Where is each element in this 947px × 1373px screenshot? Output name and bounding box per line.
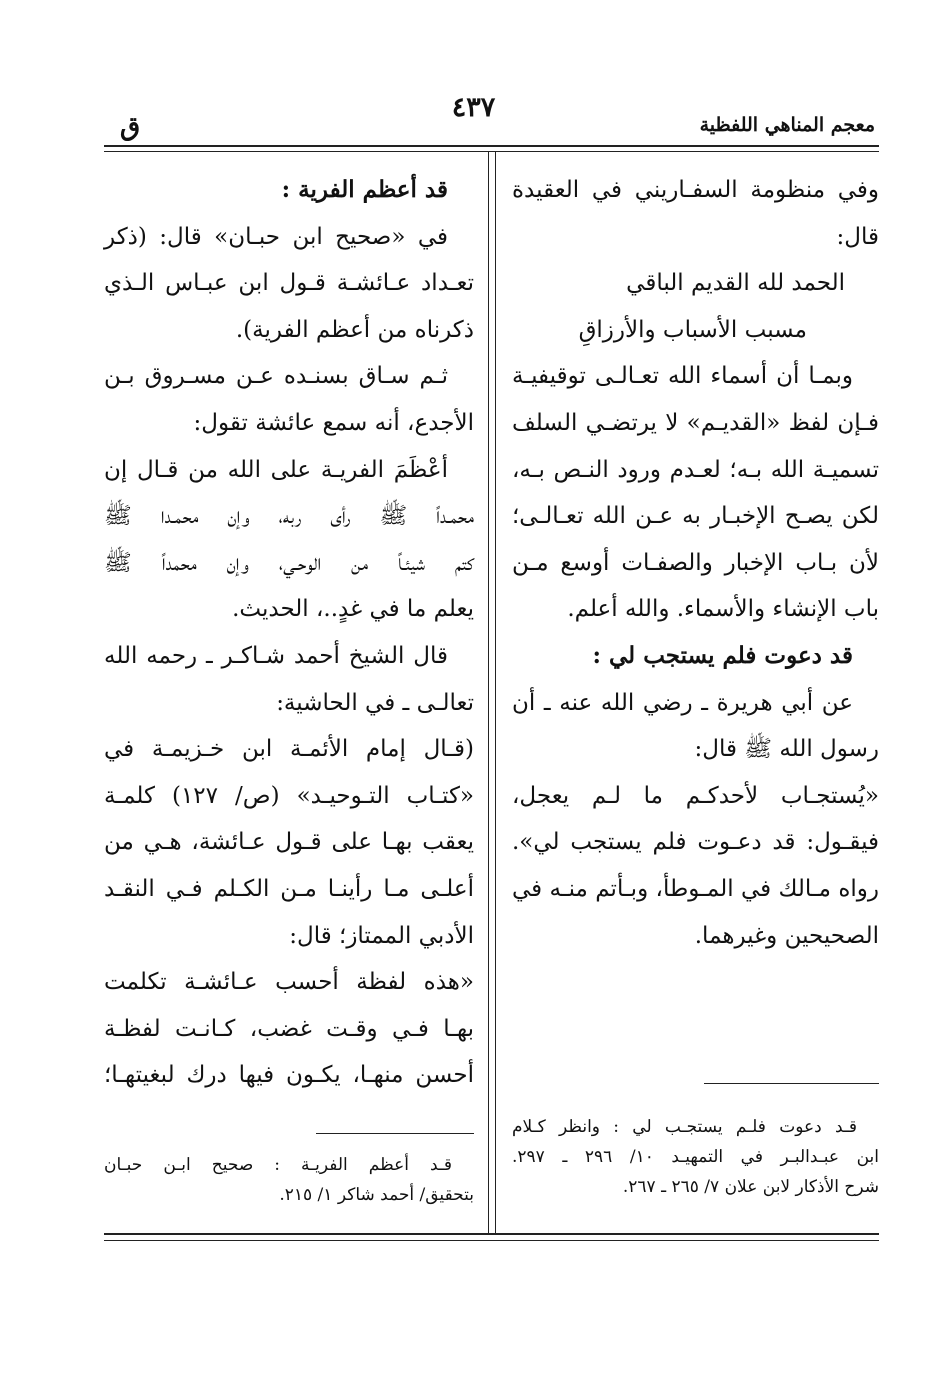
text-line: الأدبي الممتاز؛ قال: — [289, 922, 474, 949]
text-line: تعالـى ـ في الحاشية: — [276, 689, 474, 716]
footnote-line: قـد دعوت فلـم يستجـب لي : وانظر كـلام — [512, 1117, 857, 1137]
text-line: وبمـا أن أسماء الله تعـالـى توقيفيـة — [512, 363, 853, 390]
footer-rule-thick — [104, 1233, 879, 1235]
text-line: لكن يصـح الإخبـار به عـن الله تعـالـى؛ — [512, 503, 879, 530]
text-line: الصحيحين وغيرهما. — [694, 922, 879, 949]
text-line: فـإن لفظ «القديـم» لا يرتضـي السلف — [512, 409, 879, 436]
text-line: لأن بـاب الإخبار والصفـات أوسع مـن — [512, 549, 879, 576]
footnote-right — [512, 1112, 879, 1202]
section-letter: ق — [120, 112, 141, 142]
page-number: ٤٣٧ — [451, 92, 496, 123]
footnote-line: قـد أعظم الفريـة : صحيح ابـن حبـان — [104, 1155, 452, 1175]
text-line: قال: — [836, 223, 879, 250]
left-column — [104, 167, 474, 1099]
text-line: أحسن منهـا، يكـون فيها درك لبغيتهـا؛ — [104, 1062, 474, 1089]
text-line: باب الإنشاء والأسماء. والله أعلم. — [567, 596, 879, 623]
column-divider-right — [495, 151, 496, 1233]
text-line: تعـداد عـائشـة قـول ابن عبـاس الـذي — [104, 270, 474, 297]
entry-heading: قد أعظم الفرية : — [281, 176, 448, 203]
column-divider-left — [488, 151, 489, 1233]
text-line: فيقـول: قد دعـوت فلم يستجب لي». — [512, 829, 879, 856]
footnote-line: ابن عبـدالبـر في التمهيـد ١٠/ ٢٩٦ ـ ٢٩٧. — [512, 1147, 880, 1167]
text-line: «يُستجـاب لأحدكـم ما لـم يعجل، — [512, 782, 879, 809]
footer-rule-thin — [104, 1240, 879, 1241]
text-line: يعقب بهـا على قـول عـائشة، هـي من — [104, 829, 474, 856]
text-line: بهـا فـي وقـت غضب، كـانـت لفظـة — [104, 1015, 474, 1042]
text-line: «كتـاب التـوحيـد» (ص/ ١٢٧) كلمـة — [104, 782, 474, 809]
right-column — [512, 167, 879, 959]
text-line: عن أبي هريرة ـ رضي الله عنه ـ أن — [512, 689, 853, 716]
poem-verse: الحمد لله القديم الباقي — [626, 270, 845, 297]
footnote-rule-right — [704, 1083, 879, 1084]
footnote-rule-left — [316, 1133, 474, 1134]
text-line: ذكرناه من أعظم الفرية). — [235, 316, 474, 343]
footnote-line: بتحقيق/ أحمد شاكر ١/ ٢١٥. — [279, 1185, 474, 1205]
running-header-title: معجم المناهي اللفظية — [699, 114, 875, 136]
text-line: «هذه لفظة أحسب عـائشـة تكلمت — [104, 969, 474, 996]
text-line: يعلم ما في غدٍ..، الحديث. — [232, 596, 474, 623]
text-line: ثـم سـاق بسنـده عـن مسـروق بـن — [104, 363, 448, 390]
text-line: وفي منظومة السفـاريني في العقيدة — [512, 177, 879, 203]
text-line: تسميـة الله بـه؛ لعـدم ورود النـص بـه، — [512, 456, 879, 483]
text-line: قال الشيخ أحمد شـاكـر ـ رحمه الله — [104, 642, 448, 669]
text-line: أعلـى مـا رأينـا مـن الكـلم فـي النقـد — [104, 875, 474, 902]
header-rule-thick — [104, 145, 879, 147]
entry-heading: قد دعوت فلم يستجب لي : — [592, 641, 853, 669]
text-line: رواه مـالك في المـوطأ، وبـأتم منـه في — [512, 875, 879, 902]
footnote-line: شرح الأذكار لابن علان ٧/ ٢٦٥ ـ ٢٦٧. — [622, 1177, 879, 1197]
header-rule-thin — [104, 151, 879, 152]
text-line: في «صحيح ابن حبـان» قال: (ذكر — [104, 223, 448, 250]
text-line: أعْظَمَ الفريـة على الله من قـال إن — [104, 456, 448, 483]
text-line: كتم شيئـاً من الوحـي، وإن محمداً ﷺ — [104, 549, 474, 576]
text-line: محمـداً ﷺ رأى ربه، وإن محمـدا ﷺ — [104, 503, 474, 530]
poem-verse: مسبب الأسباب والأرزاقِ — [578, 316, 807, 343]
footnote-left — [104, 1150, 474, 1210]
text-line: الأجدع، أنه سمع عائشة تقول: — [193, 409, 474, 436]
text-line: رسول الله ﷺ قال: — [694, 736, 879, 763]
text-line: (قـال إمام الأئمـة ابن خـزيمـة في — [104, 736, 474, 763]
